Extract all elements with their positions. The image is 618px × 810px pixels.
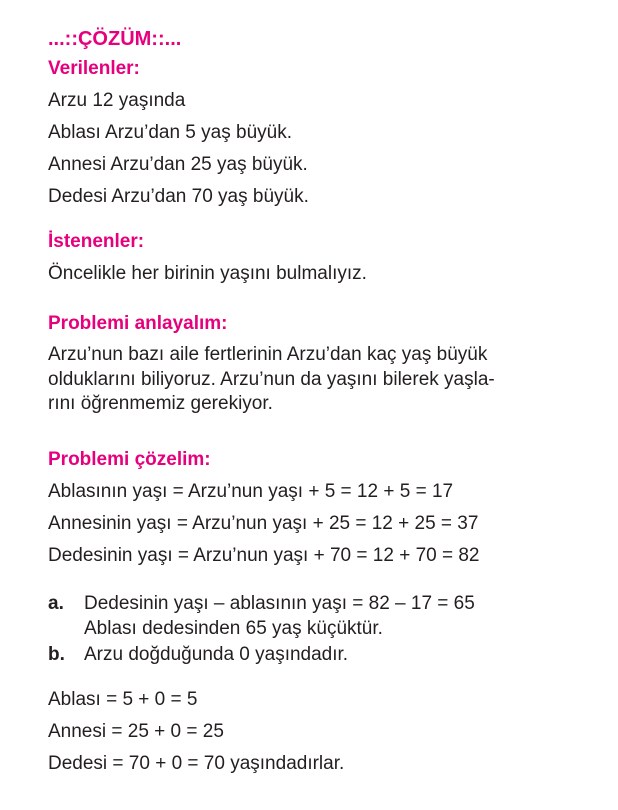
understand-heading: Problemi anlayalım:	[48, 313, 228, 334]
item-b-line-1: Arzu doğduğunda 0 yaşındadır.	[84, 644, 349, 665]
solution-title: ...::ÇÖZÜM::...	[48, 28, 182, 50]
item-a-label: a.	[48, 593, 64, 614]
understand-line-1: Arzu’nun bazı aile fertlerinin Arzu’dan kaç yaş büyük	[48, 344, 488, 365]
item-a-line-1: Dedesinin yaşı – ablasının yaşı = 82 – 17 = 65	[84, 593, 475, 614]
final-line-2: Annesi = 25 + 0 = 25	[48, 721, 224, 742]
given-line-2: Ablası Arzu’dan 5 yaş büyük.	[48, 122, 292, 143]
given-line-3: Annesi Arzu’dan 25 yaş büyük.	[48, 154, 308, 175]
solve-heading: Problemi çözelim:	[48, 449, 211, 470]
understand-line-3: rını öğrenmemiz gerekiyor.	[48, 393, 273, 414]
understand-line-2: olduklarını biliyoruz. Arzu’nun da yaşını bilerek yaşla-	[48, 368, 495, 390]
final-line-1: Ablası = 5 + 0 = 5	[48, 689, 198, 710]
final-line-3: Dedesi = 70 + 0 = 70 yaşındadırlar.	[48, 753, 345, 774]
solve-line-3: Dedesinin yaşı = Arzu’nun yaşı + 70 = 12 + 70 = 82	[48, 545, 480, 566]
understand-paragraph	[48, 343, 588, 417]
given-line-1: Arzu 12 yaşında	[48, 90, 186, 111]
given-heading: Verilenler:	[48, 58, 140, 79]
item-a-line-2: Ablası dedesinden 65 yaş küçüktür.	[84, 618, 383, 639]
solve-line-1: Ablasının yaşı = Arzu’nun yaşı + 5 = 12 + 5 = 17	[48, 481, 454, 502]
item-b-label: b.	[48, 644, 65, 665]
asked-heading: İstenenler:	[48, 231, 145, 252]
asked-line-1: Öncelikle her birinin yaşını bulmalıyız.	[48, 263, 367, 284]
solve-line-2: Annesinin yaşı = Arzu’nun yaşı + 25 = 12 + 25 = 37	[48, 513, 479, 534]
given-line-4: Dedesi Arzu’dan 70 yaş büyük.	[48, 186, 309, 207]
